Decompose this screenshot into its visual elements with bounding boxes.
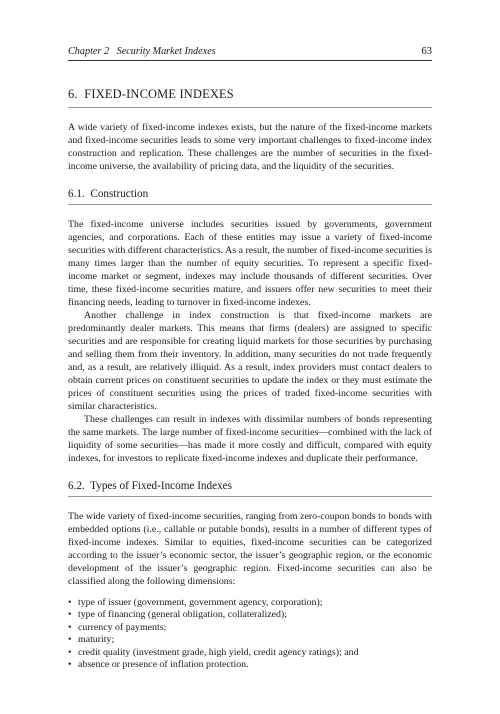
list-item: • type of issuer (government, government agency, corporation);: [68, 597, 323, 608]
bullet-icon: •: [68, 634, 72, 646]
chapter-title: Chapter 2 Security Market Indexes: [68, 46, 216, 57]
bullet-icon: •: [68, 659, 72, 671]
page-number: 63: [421, 46, 432, 57]
types-paragraph-1: The wide variety of fixed-income securities, ranging from zero-coupon bonds to bonds with embedded options (i.e., callable or putable bonds), results in a number of different types of fixed-income indexes. Similar to equities, fixed-income securities can be categorized according to the issuer’s economic sector, the issuer’s geographic region, or the economic development of the issuer’s geographic region. Fixed-income securities can also be classified along the following dimensions:: [68, 511, 432, 587]
subsection-heading-construction: 6.1. Construction: [68, 188, 432, 205]
list-item: • absence or presence of inflation protection.: [68, 659, 249, 671]
subsection-heading-types: 6.2. Types of Fixed-Income Indexes: [68, 480, 432, 497]
list-item: • maturity;: [68, 634, 115, 646]
construction-paragraph-1: The fixed-income universe includes securities issued by governments, government agencies, and corporations. Each of these entities may issue a variety of fixed-income securities with different characteristics. As a result, the number of fixed-income securities is many times larger than the number of equity securities. To represent a specific fixed-income market or segment, indexes may include thousands of different securities. Over time, these fixed-income securities mature, and issuers offer new securities to meet their financing needs, leading to turnover in fixed-income indexes.: [68, 219, 432, 308]
bullet-icon: •: [68, 621, 72, 633]
construction-paragraph-2: Another challenge in index construction is that fixed-income markets are predominantly dealer markets. This means that firms (dealers) are assigned to specific securities and are responsible for creating liquid markets for those securities by purchasing and selling them from their inventory. In addition, many securities do not trade frequently and, as a result, are relatively illiquid. As a result, index providers must contact dealers to obtain current prices on constituent securities to update the index or they must estimate the prices of constituent securities using the prices of traded fixed-income securities with similar characteristics.: [68, 310, 432, 412]
section-heading: 6. FIXED-INCOME INDEXES: [68, 87, 432, 108]
running-header: [68, 46, 432, 61]
list-item: • type of financing (general obligation, collateralized);: [68, 609, 287, 621]
section-intro-paragraph: A wide variety of fixed-income indexes exists, but the nature of the fixed-income markets and fixed-income securities leads to some very important challenges to fixed-income index construction and replication. These challenges are the number of securities in the fixed-income universe, the availability of pricing data, and the liquidity of the securities.: [68, 122, 432, 172]
bullet-icon: •: [68, 597, 72, 608]
classification-dimensions-list: [68, 597, 432, 671]
bullet-icon: •: [68, 646, 72, 658]
list-item: • currency of payments;: [68, 621, 167, 633]
bullet-icon: •: [68, 609, 72, 621]
construction-paragraph-3: These challenges can result in indexes with dissimilar numbers of bonds representing the same markets. The large number of fixed-income securities—combined with the lack of liquidity of some securities—has made it more costly and difficult, compared with equity indexes, for investors to replicate fixed-income indexes and duplicate their performance.: [68, 414, 432, 464]
list-item: • credit quality (investment grade, high yield, credit agency ratings); and: [68, 646, 359, 658]
